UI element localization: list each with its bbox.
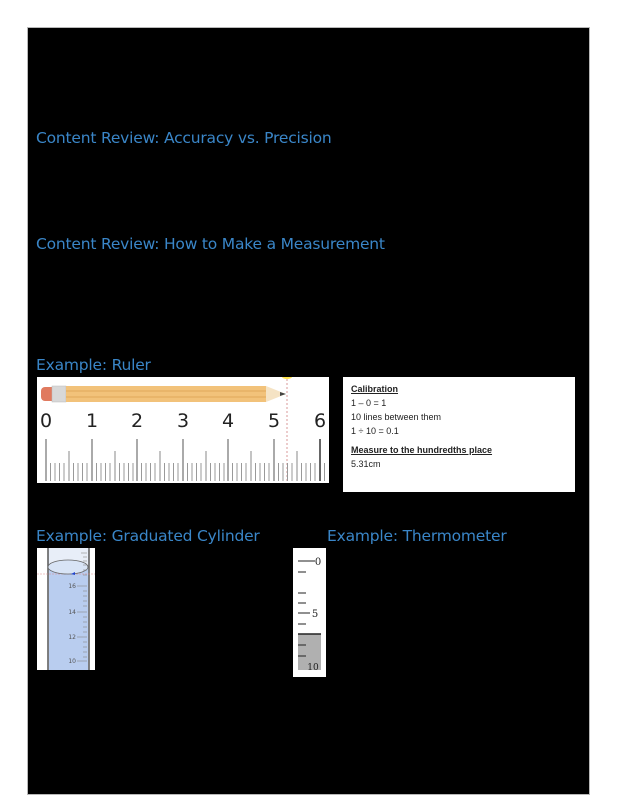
heading-how-to-measure: Content Review: How to Make a Measurement bbox=[36, 235, 385, 253]
svg-text:12: 12 bbox=[68, 634, 76, 641]
svg-text:1: 1 bbox=[85, 410, 99, 432]
calibration-title: Calibration bbox=[351, 384, 399, 394]
svg-text:0: 0 bbox=[314, 557, 322, 568]
svg-text:16: 16 bbox=[68, 583, 76, 590]
svg-text:4: 4 bbox=[221, 410, 235, 432]
calibration-box bbox=[343, 377, 575, 492]
ruler-image bbox=[37, 377, 329, 483]
svg-text:2: 2 bbox=[130, 410, 144, 432]
graduated-cylinder-image bbox=[37, 548, 95, 670]
measure-result: 5.31cm bbox=[351, 459, 381, 469]
calibration-line-2: 10 lines between them bbox=[351, 412, 442, 422]
svg-text:6: 6 bbox=[313, 410, 327, 432]
heading-example-ruler: Example: Ruler bbox=[36, 356, 151, 374]
measure-title: Measure to the hundredths place bbox=[351, 445, 493, 455]
thermometer-image bbox=[293, 548, 326, 677]
svg-text:5: 5 bbox=[267, 410, 281, 432]
thermometer-illustration bbox=[293, 548, 326, 677]
heading-accuracy-precision: Content Review: Accuracy vs. Precision bbox=[36, 129, 332, 147]
heading-example-cylinder: Example: Graduated Cylinder bbox=[36, 527, 260, 545]
svg-text:5: 5 bbox=[311, 609, 319, 620]
svg-text:3: 3 bbox=[176, 410, 190, 432]
svg-text:10: 10 bbox=[307, 663, 319, 673]
calibration-line-3: 1 ÷ 10 = 0.1 bbox=[351, 426, 399, 436]
graduated-cylinder-illustration bbox=[37, 548, 95, 670]
ruler-pencil-illustration bbox=[37, 377, 329, 483]
heading-example-thermometer: Example: Thermometer bbox=[327, 527, 507, 545]
calibration-line-1: 1 – 0 = 1 bbox=[351, 398, 387, 408]
svg-text:10: 10 bbox=[68, 658, 76, 665]
svg-text:0: 0 bbox=[39, 410, 53, 432]
svg-text:14: 14 bbox=[68, 609, 76, 616]
